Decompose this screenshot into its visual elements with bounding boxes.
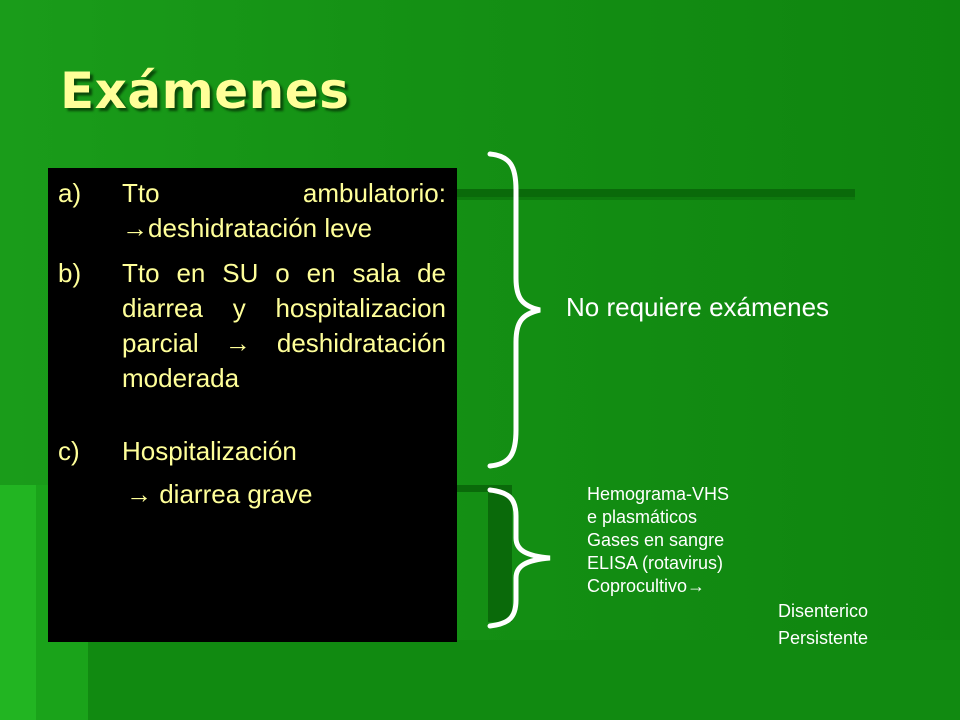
coprocultivo-indications: [778, 598, 868, 652]
list-item-b: [58, 256, 446, 396]
list-text-c-sub: → diarrea grave: [126, 479, 313, 509]
indication-item: Persistente: [778, 628, 869, 648]
list-marker-a: a): [58, 178, 82, 208]
list-text-c: Hospitalización: [122, 436, 297, 466]
exam-item: ELISA (rotavirus): [587, 553, 724, 573]
list-item-c: [58, 434, 446, 512]
curly-brace-small-icon: [486, 486, 556, 630]
list-marker-b: b): [58, 258, 82, 288]
exam-item: e plasmáticos: [587, 507, 698, 527]
treatment-list: [58, 176, 446, 512]
indication-item: Disenterico: [778, 601, 869, 621]
exam-item: Coprocultivo→: [587, 576, 706, 596]
decorative-block-left-light: [0, 485, 36, 720]
curly-brace-large-icon: [486, 150, 546, 470]
list-marker-c: c): [58, 436, 80, 466]
slide-title: Exámenes: [60, 62, 350, 120]
decorative-band-bottom: [88, 640, 960, 720]
list-item-a: [58, 176, 446, 246]
exams-list: [587, 483, 729, 598]
exam-item: Hemograma-VHS: [587, 484, 730, 504]
list-text-a: Tto ambulatorio: →deshidratación leve: [122, 178, 446, 243]
no-exams-label: No requiere exámenes: [566, 292, 830, 322]
list-text-b: Tto en SU o en sala de diarrea y hospitalizacion parcial → deshidratación moderada: [122, 258, 446, 393]
exam-item: Gases en sangre: [587, 530, 725, 550]
